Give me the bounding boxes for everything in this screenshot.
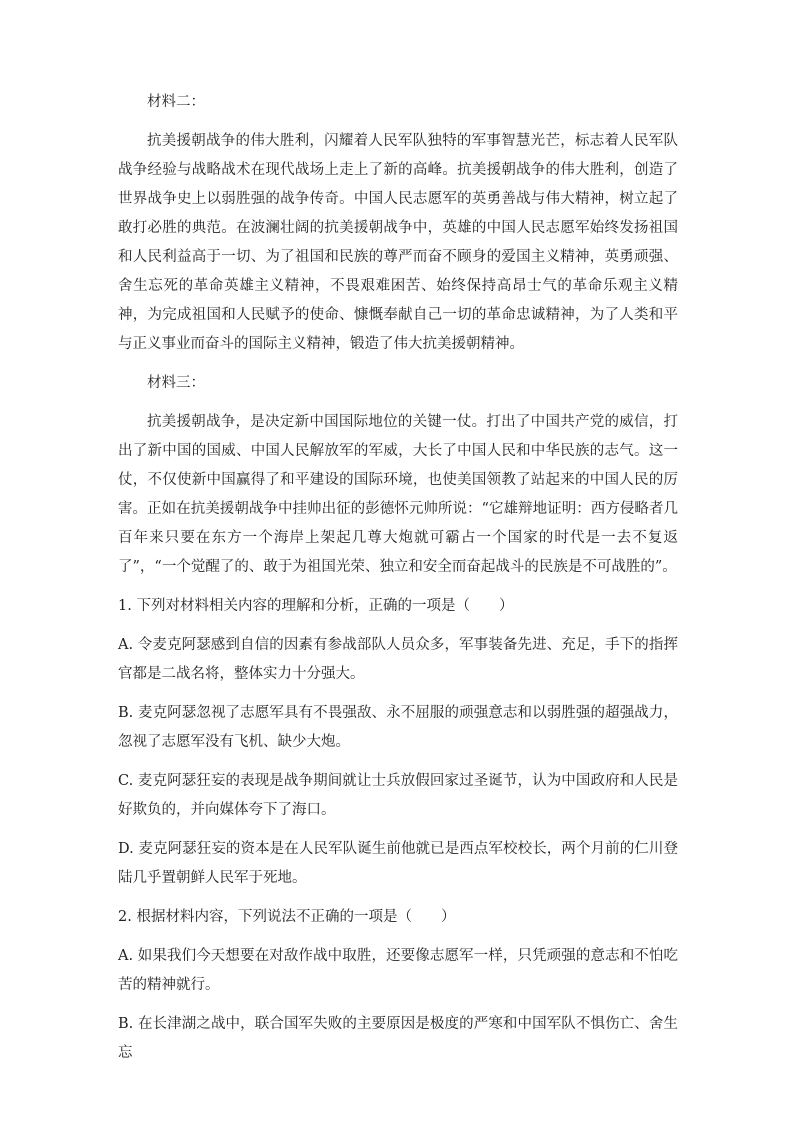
question-2-option-b: B. 在长津湖之战中，联合国军失败的主要原因是极度的严寒和中国军队不惧伤亡、舍生忘: [118, 1016, 678, 1061]
document-page: [118, 88, 678, 1078]
material2-heading: 材料二：: [147, 94, 205, 110]
question-1-option-a: A. 令麦克阿瑟感到自信的因素有参战部队人员众多，军事装备先进、充足，手下的指挥官都是二战名将，整体实力十分强大。: [118, 637, 678, 682]
question-1-option-c: C. 麦克阿瑟狂妄的表现是战争期间就让士兵放假回家过圣诞节，认为中国政府和人民是好欺负的，并向媒体夸下了海口。: [118, 773, 678, 818]
material3-heading: 材料三：: [147, 375, 205, 391]
material3-text: 抗美援朝战争，是决定新中国国际地位的关键一仗。打出了中国共产党的威信，打出了新中国的国威、中国人民解放军的军威，大长了中国人民和中华民族的志气。这一仗，不仅使新中国赢得了和平建设的国际环境，也使美国领教了站起来的中国人民的厉害。正如在抗美援朝战争中挂帅出征的彭德怀元帅所说：“它雄辩地证明：西方侵略者几百年来只要在东方一个海岸上架起几尊大炮就可霸占一个国家的时代是一去不复返了”，“一个觉醒了的、敢于为祖国光荣、独立和安全而奋起战斗的民族是不可战胜的”。: [118, 414, 678, 575]
material2-text: 抗美援朝战争的伟大胜利，闪耀着人民军队独特的军事智慧光芒，标志着人民军队战争经验与战略战术在现代战场上走上了新的高峰。抗美援朝战争的伟大胜利，创造了世界战争史上以弱胜强的战争传奇。中国人民志愿军的英勇善战与伟大精神，树立起了敢打必胜的典范。在波澜壮阔的抗美援朝战争中，英雄的中国人民志愿军始终发扬祖国和人民利益高于一切、为了祖国和民族的尊严而奋不顾身的爱国主义精神，英勇顽强、舍生忘死的革命英雄主义精神，不畏艰难困苦、始终保持高昂士气的革命乐观主义精神，为完成祖国和人民赋予的使命、慷慨奉献自己一切的革命忠诚精神，为了人类和平与正义事业而奋斗的国际主义精神，锻造了伟大抗美援朝精神。: [118, 133, 678, 352]
question-1-option-b: B. 麦克阿瑟忽视了志愿军具有不畏强敌、永不屈服的顽强意志和以弱胜强的超强战力，忽视了志愿军没有飞机、缺少大炮。: [118, 705, 678, 750]
question-2-stem: 2. 根据材料内容，下列说法不正确的一项是（ ）: [118, 909, 456, 925]
question-1-option-d: D. 麦克阿瑟狂妄的资本是在人民军队诞生前他就已是西点军校校长，两个月前的仁川登陆几乎置朝鲜人民军于死地。: [118, 841, 678, 886]
question-2-option-a: A. 如果我们今天想要在对敌作战中取胜，还要像志愿军一样，只凭顽强的意志和不怕吃苦的精神就行。: [118, 948, 678, 993]
question-1-stem: 1. 下列对材料相关内容的理解和分析，正确的一项是（ ）: [118, 598, 514, 614]
